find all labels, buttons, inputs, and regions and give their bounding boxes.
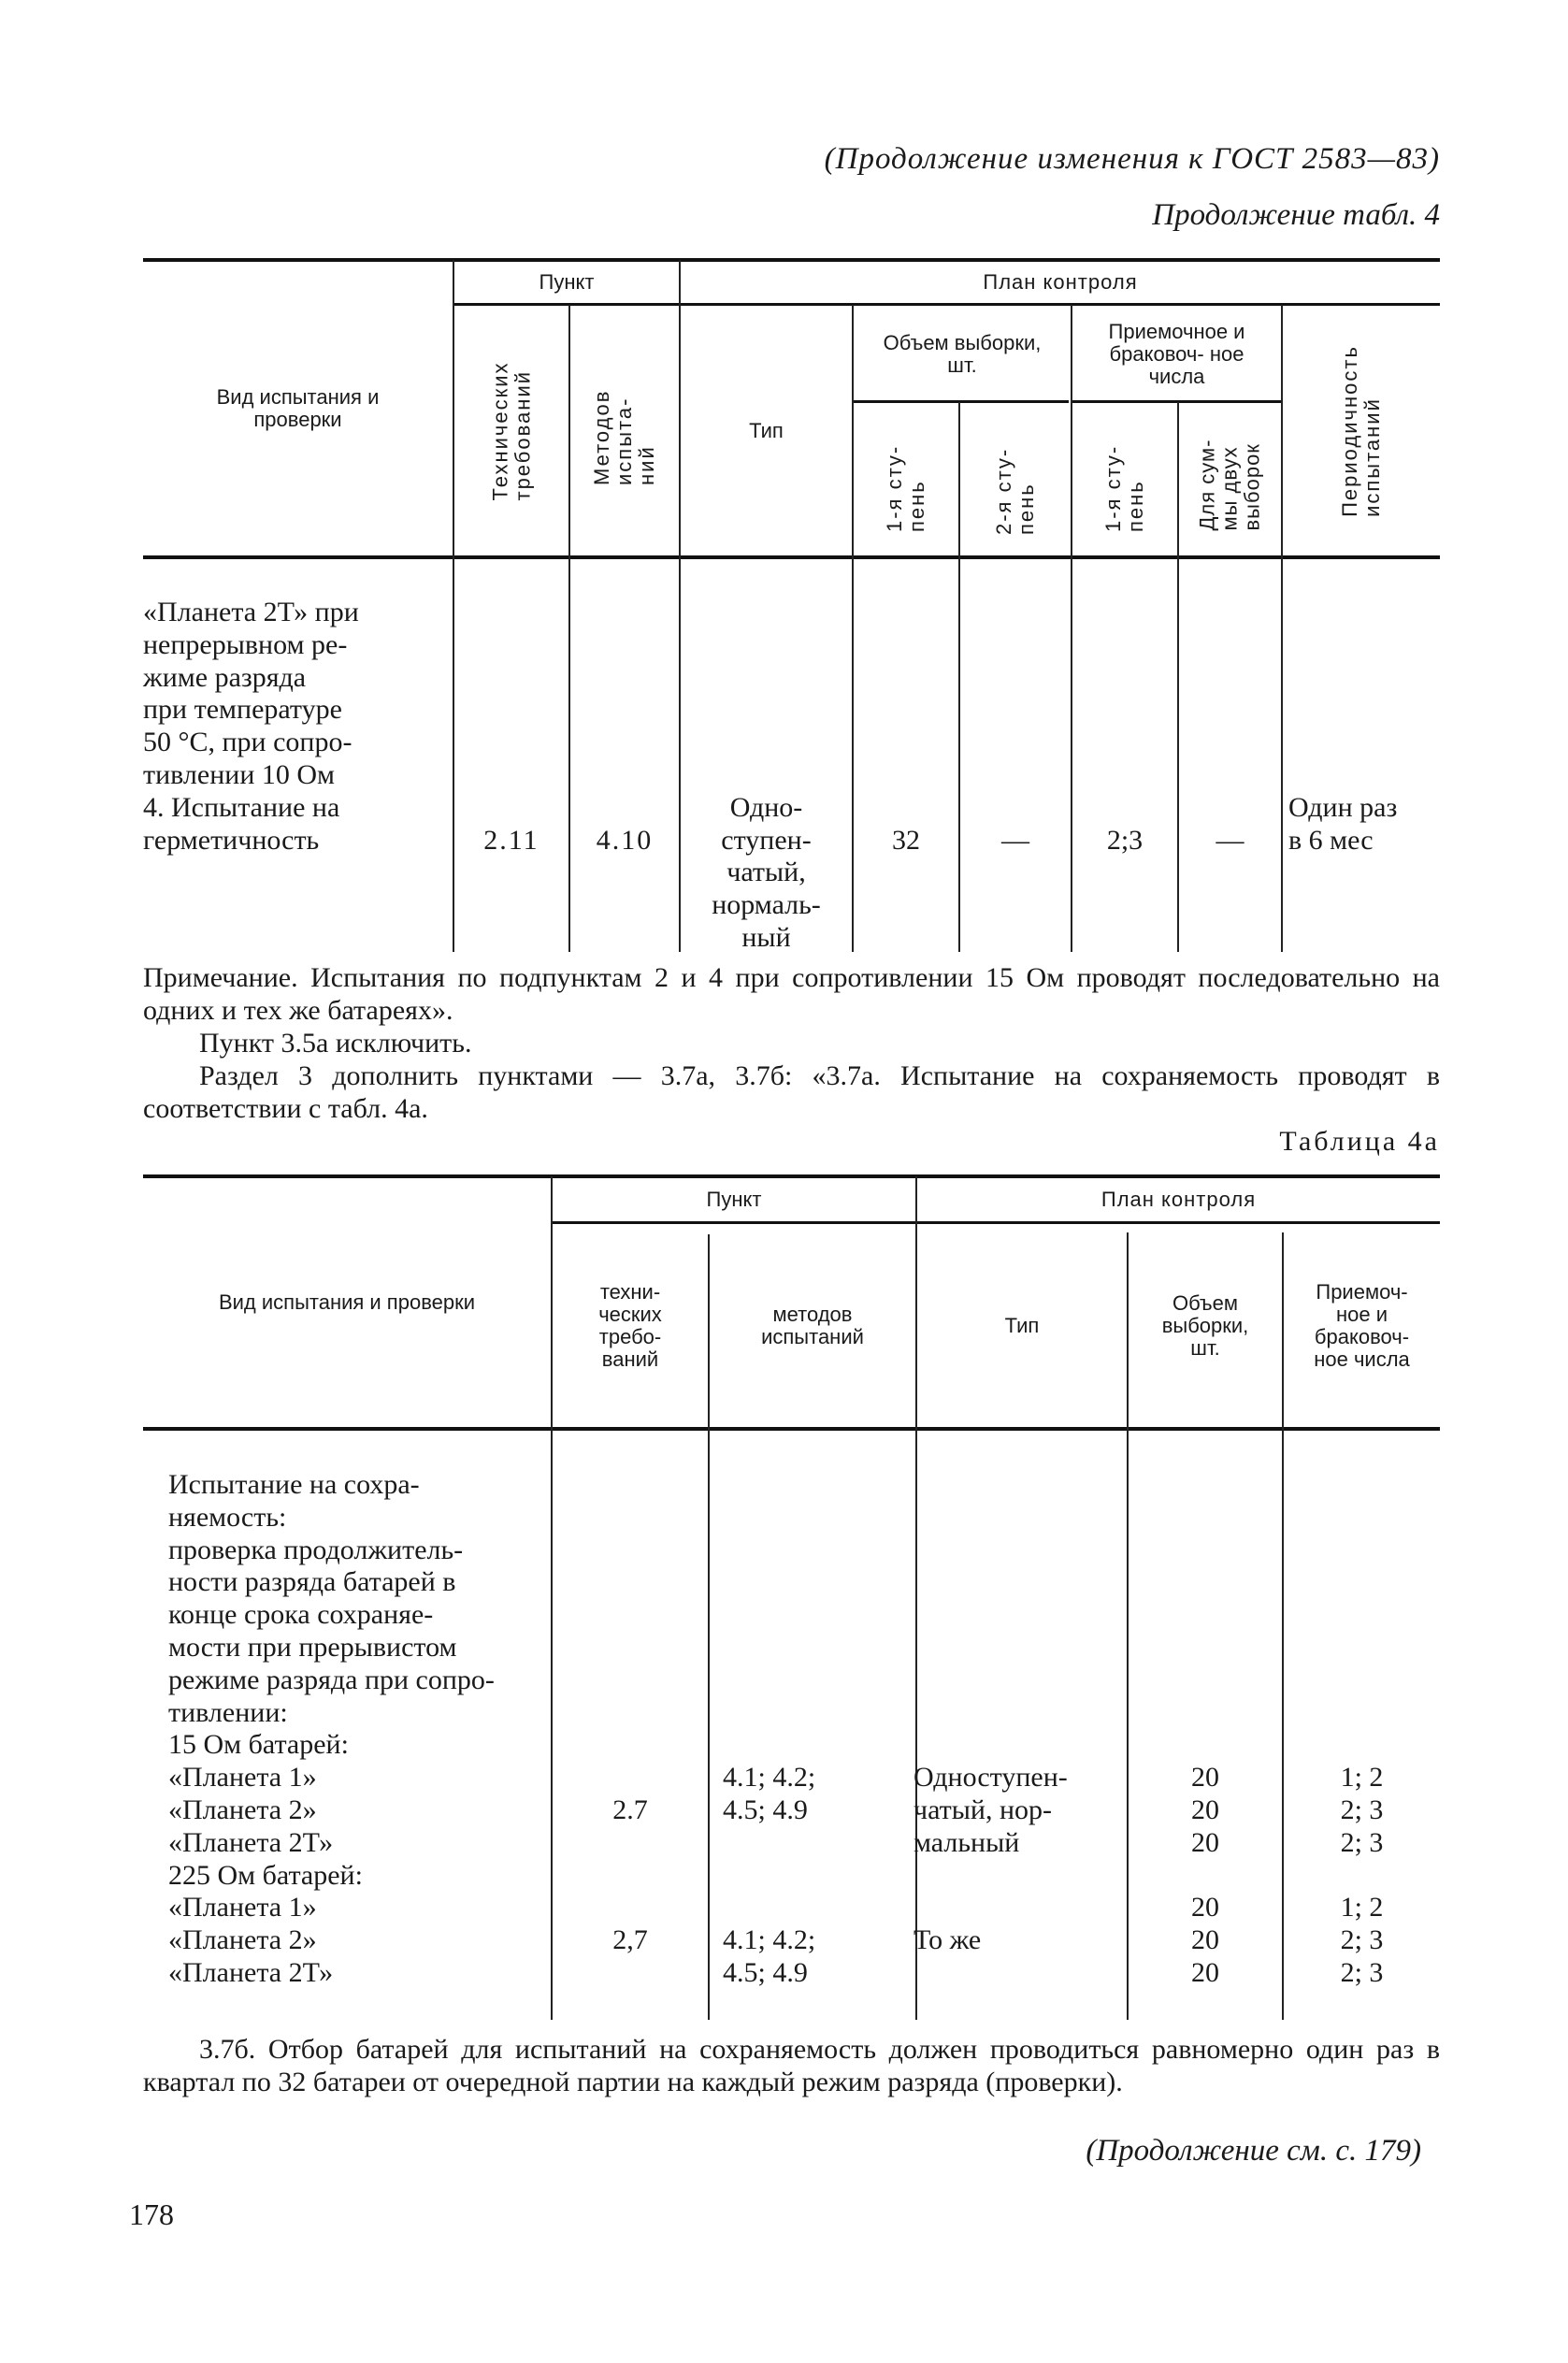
cell-line bbox=[913, 1599, 1123, 1632]
header-volume: Объем выборки, шт. bbox=[1161, 1291, 1249, 1360]
header-stage2: 2-я сту- пень bbox=[992, 447, 1038, 535]
cell-line: 1; 2 bbox=[1340, 1762, 1384, 1794]
cell-line: То же bbox=[913, 1924, 982, 1956]
cell-line: 2.7 bbox=[612, 1794, 648, 1825]
cell-line: 20 bbox=[1191, 1794, 1219, 1825]
cell-line bbox=[723, 1892, 910, 1924]
cell-line bbox=[454, 629, 568, 662]
header-accept: Приемочное и браковоч- ное числа bbox=[1108, 320, 1245, 388]
cell-stage1 bbox=[854, 597, 958, 857]
cell-line bbox=[1284, 1632, 1440, 1664]
cell-line: «Планета 2Т» при bbox=[143, 597, 359, 627]
cell-line: мальный bbox=[913, 1826, 1020, 1858]
header-plan: План контроля bbox=[983, 270, 1138, 294]
cell-period bbox=[1288, 597, 1440, 857]
cell-line bbox=[454, 662, 568, 695]
cell-line: тивлении 10 Ом bbox=[143, 758, 336, 790]
header-type: Тип bbox=[1004, 1314, 1040, 1337]
header-methods: методов испытаний bbox=[761, 1303, 864, 1348]
cell-line bbox=[1284, 1729, 1440, 1762]
cell-line bbox=[553, 1729, 708, 1762]
cell-line bbox=[570, 597, 679, 629]
cell-line bbox=[1284, 1535, 1440, 1567]
cell-line: «Планета 2Т» bbox=[168, 1826, 334, 1858]
cell-line bbox=[854, 629, 958, 662]
header-type: Тип bbox=[749, 419, 784, 442]
cell-line bbox=[1072, 727, 1177, 759]
cell-line: 2; 3 bbox=[1340, 1924, 1384, 1956]
header-stage1: 1-я сту- пень bbox=[883, 444, 928, 532]
cell-line bbox=[553, 1860, 708, 1893]
cell-line bbox=[913, 1566, 1123, 1599]
cell-tech bbox=[454, 597, 568, 857]
cell-type bbox=[913, 1469, 1123, 1990]
header-accept-sum: Для сум- мы двух выборок bbox=[1195, 439, 1264, 531]
cell-line: 20 bbox=[1191, 1826, 1219, 1858]
rule bbox=[453, 303, 679, 306]
cell-line bbox=[1179, 597, 1281, 629]
cell-line: в 6 мес bbox=[1288, 824, 1374, 856]
cell-line bbox=[1179, 792, 1281, 825]
cell-line bbox=[553, 1566, 708, 1599]
cell-line bbox=[1072, 629, 1177, 662]
cell-line: 1; 2 bbox=[1340, 1892, 1384, 1924]
running-header: (Продолжение изменения к ГОСТ 2583—83) bbox=[824, 142, 1440, 176]
cell-line bbox=[570, 629, 679, 662]
cell-line: чатый, нор- bbox=[913, 1794, 1052, 1825]
cell-line: нормаль- bbox=[712, 889, 821, 921]
cell-line bbox=[553, 1632, 708, 1664]
cell-line bbox=[1284, 1599, 1440, 1632]
cell-line bbox=[553, 1535, 708, 1567]
cell-line: непрерывном ре- bbox=[143, 628, 348, 660]
cell-line: — bbox=[1001, 824, 1029, 856]
cell-line bbox=[1179, 759, 1281, 792]
cell-line bbox=[913, 1957, 1123, 1990]
cell-line bbox=[913, 1729, 1123, 1762]
cell-line bbox=[960, 629, 1071, 662]
cell-line: 4.10 bbox=[596, 824, 654, 856]
cell-line: 50 °С, при сопро- bbox=[143, 727, 352, 758]
cell-line: при температуре bbox=[143, 694, 342, 726]
cell-line: 32 bbox=[892, 824, 920, 856]
cell-line bbox=[454, 759, 568, 792]
cell-line bbox=[553, 1502, 708, 1535]
cell-line bbox=[723, 1697, 910, 1730]
cell-line bbox=[1284, 1469, 1440, 1502]
cell-line bbox=[1288, 759, 1440, 792]
cell-line: Одно- bbox=[729, 791, 803, 823]
cell-accept1 bbox=[1072, 597, 1177, 857]
rule bbox=[551, 1221, 915, 1224]
cell-line bbox=[913, 1664, 1123, 1697]
cell-line: мости при прерывистом bbox=[168, 1631, 457, 1663]
cell-line bbox=[723, 1599, 910, 1632]
cell-line: 4.5; 4.9 bbox=[723, 1794, 808, 1825]
cell-vid bbox=[143, 597, 447, 857]
cell-line: ности разряда батарей в bbox=[168, 1566, 456, 1598]
cell-line bbox=[454, 694, 568, 727]
cell-accept bbox=[1284, 1469, 1440, 1990]
cell-line bbox=[1129, 1535, 1282, 1567]
cell-line: 2; 3 bbox=[1340, 1956, 1384, 1988]
cell-line: 4.1; 4.2; bbox=[723, 1762, 816, 1794]
cell-line bbox=[1284, 1860, 1440, 1893]
cell-accept-sum bbox=[1179, 597, 1281, 857]
cell-line: тивлении: bbox=[168, 1696, 288, 1728]
cell-type bbox=[681, 597, 852, 955]
cell-line bbox=[854, 727, 958, 759]
header-tech: техни- ческих требо- ваний bbox=[598, 1280, 662, 1371]
cell-line bbox=[553, 1762, 708, 1794]
cell-line bbox=[913, 1535, 1123, 1567]
cell-line: 20 bbox=[1191, 1762, 1219, 1794]
cell-line bbox=[723, 1632, 910, 1664]
cell-line bbox=[1072, 694, 1177, 727]
cell-line bbox=[1072, 597, 1177, 629]
cell-line: 2;3 bbox=[1106, 824, 1144, 856]
cell-line bbox=[1072, 759, 1177, 792]
cell-line bbox=[723, 1729, 910, 1762]
cell-line bbox=[1129, 1599, 1282, 1632]
cell-line bbox=[854, 759, 958, 792]
cell-line bbox=[854, 694, 958, 727]
cell-line: 4.5; 4.9 bbox=[723, 1956, 808, 1988]
cell-line: «Планета 1» bbox=[168, 1762, 317, 1794]
cell-line: ный bbox=[741, 921, 791, 953]
cell-tech bbox=[553, 1469, 708, 1990]
rule bbox=[681, 303, 1440, 306]
cell-line bbox=[854, 792, 958, 825]
cell-volume bbox=[1129, 1469, 1282, 1990]
cell-line bbox=[1179, 662, 1281, 695]
table-4a-title: Таблица 4а bbox=[1279, 1126, 1440, 1157]
rule bbox=[852, 400, 1069, 403]
cell-line: режиме разряда при сопро- bbox=[168, 1664, 495, 1695]
cell-line bbox=[913, 1632, 1123, 1664]
cell-line: «Планета 2» bbox=[168, 1794, 317, 1825]
header-methods: Методов испыта- ний bbox=[590, 389, 658, 485]
cell-line: герметичность bbox=[143, 824, 320, 856]
cell-line bbox=[681, 629, 852, 662]
cell-line: 2.11 bbox=[483, 824, 539, 856]
cell-line bbox=[553, 1469, 708, 1502]
cell-line bbox=[1129, 1664, 1282, 1697]
cell-line bbox=[553, 1697, 708, 1730]
cell-line bbox=[913, 1860, 1123, 1893]
cell-line bbox=[454, 792, 568, 825]
cell-line: 2; 3 bbox=[1340, 1794, 1384, 1825]
cell-line bbox=[681, 727, 852, 759]
cell-line: Испытание на сохра- bbox=[168, 1469, 420, 1500]
cell-line bbox=[1129, 1697, 1282, 1730]
table-continuation-label: Продолжение табл. 4 bbox=[1152, 198, 1440, 232]
cell-line: ступен- bbox=[721, 824, 812, 856]
header-punkt: Пункт bbox=[539, 270, 595, 294]
cell-line bbox=[553, 1827, 708, 1860]
header-punkt: Пункт bbox=[706, 1188, 762, 1211]
cell-line: 225 Ом батарей: bbox=[168, 1859, 363, 1891]
cell-line bbox=[960, 727, 1071, 759]
cell-line bbox=[1284, 1566, 1440, 1599]
header-vid: Вид испытания и проверки bbox=[218, 1290, 476, 1314]
cell-line bbox=[1129, 1729, 1282, 1762]
header-volume: Объем выборки, шт. bbox=[883, 331, 1042, 377]
cell-line bbox=[1179, 629, 1281, 662]
cell-line bbox=[454, 727, 568, 759]
cell-line bbox=[854, 597, 958, 629]
cell-line bbox=[913, 1697, 1123, 1730]
cell-line bbox=[553, 1892, 708, 1924]
cell-line bbox=[570, 792, 679, 825]
cell-line: «Планета 1» bbox=[168, 1892, 317, 1924]
header-accept: Приемоч- ное и браковоч- ное числа bbox=[1314, 1280, 1410, 1371]
cell-line bbox=[960, 792, 1071, 825]
cell-line: Один раз bbox=[1288, 791, 1398, 823]
cell-line: жиме разряда bbox=[143, 661, 307, 693]
header-period: Периодичность испытаний bbox=[1338, 345, 1384, 517]
cell-methods bbox=[570, 597, 679, 857]
cell-line: 4.1; 4.2; bbox=[723, 1924, 816, 1956]
cell-line bbox=[1284, 1697, 1440, 1730]
cell-line bbox=[723, 1860, 910, 1893]
cell-line bbox=[681, 662, 852, 695]
cell-line bbox=[723, 1535, 910, 1567]
note-paragraph: Примечание. Испытания по подпунктам 2 и 4 при сопротивлении 15 Ом проводят последовательно на одних и тех же батареях». bbox=[143, 962, 1440, 1026]
cell-line bbox=[960, 759, 1071, 792]
cell-line: 4. Испытание на bbox=[143, 791, 340, 823]
cell-line bbox=[1129, 1566, 1282, 1599]
cell-line bbox=[1129, 1469, 1282, 1502]
cell-line bbox=[570, 662, 679, 695]
cell-line: чатый, bbox=[726, 857, 806, 888]
cell-line bbox=[1288, 727, 1440, 759]
cell-line bbox=[960, 662, 1071, 695]
cell-line bbox=[913, 1892, 1123, 1924]
cell-line: «Планета 2Т» bbox=[168, 1956, 334, 1988]
cell-line bbox=[723, 1469, 910, 1502]
paragraph-section-3: Раздел 3 дополнить пунктами — 3.7а, 3.7б: «3.7а. Испытание на сохраняемость проводят в соответствии с табл. 4а. bbox=[143, 1060, 1440, 1124]
header-vid: Вид испытания и проверки bbox=[216, 385, 380, 431]
cell-line bbox=[723, 1566, 910, 1599]
cell-line bbox=[1284, 1502, 1440, 1535]
header-tech: Технических требований bbox=[488, 361, 535, 501]
cell-line bbox=[1129, 1632, 1282, 1664]
cell-line bbox=[681, 597, 852, 629]
cell-line bbox=[1284, 1664, 1440, 1697]
rule bbox=[917, 1221, 1440, 1224]
cell-line bbox=[570, 727, 679, 759]
cell-line bbox=[913, 1502, 1123, 1535]
cell-line bbox=[723, 1502, 910, 1535]
cell-line bbox=[553, 1599, 708, 1632]
cell-line: 20 bbox=[1191, 1924, 1219, 1956]
cell-line: 2,7 bbox=[612, 1924, 648, 1956]
cell-line bbox=[553, 1957, 708, 1990]
cell-vid bbox=[168, 1469, 542, 1990]
cell-line bbox=[1179, 727, 1281, 759]
cell-line bbox=[1072, 792, 1177, 825]
cell-line bbox=[723, 1827, 910, 1860]
cell-line bbox=[570, 759, 679, 792]
cell-line bbox=[454, 597, 568, 629]
cell-line: 20 bbox=[1191, 1892, 1219, 1924]
cell-line: проверка продолжитель- bbox=[168, 1534, 464, 1565]
cell-line: 2; 3 bbox=[1340, 1826, 1384, 1858]
cell-line bbox=[1288, 662, 1440, 695]
page-number: 178 bbox=[129, 2197, 174, 2231]
cell-line: Одноступен- bbox=[913, 1762, 1068, 1794]
cell-methods bbox=[723, 1469, 910, 1990]
cell-line bbox=[553, 1664, 708, 1697]
cell-line: «Планета 2» bbox=[168, 1924, 317, 1956]
cell-line: конце срока сохраняе- bbox=[168, 1599, 434, 1631]
paragraph-3-7b: 3.7б. Отбор батарей для испытаний на сохраняемость должен проводиться равномерно один раз в квартал по 32 батареи от очередной партии на каждый режим разряда (проверки). bbox=[143, 2034, 1440, 2097]
header-bottom-rule bbox=[143, 555, 1440, 559]
cell-line: няемость: bbox=[168, 1501, 287, 1533]
continued-on-label: (Продолжение см. с. 179) bbox=[1086, 2134, 1421, 2168]
cell-line bbox=[1129, 1502, 1282, 1535]
paragraph-3-5a: Пункт 3.5а исключить. bbox=[199, 1028, 472, 1059]
cell-line bbox=[913, 1469, 1123, 1502]
cell-line bbox=[960, 597, 1071, 629]
cell-line bbox=[1129, 1860, 1282, 1893]
cell-line bbox=[1179, 694, 1281, 727]
cell-line bbox=[1288, 629, 1440, 662]
cell-line: 20 bbox=[1191, 1956, 1219, 1988]
cell-line bbox=[960, 694, 1071, 727]
cell-line bbox=[1072, 662, 1177, 695]
cell-line bbox=[854, 662, 958, 695]
cell-line bbox=[723, 1664, 910, 1697]
cell-stage2 bbox=[960, 597, 1071, 857]
header-accept-stage1: 1-я сту- пень bbox=[1101, 444, 1147, 532]
cell-line bbox=[1288, 694, 1440, 727]
header-bottom-rule bbox=[143, 1427, 1440, 1431]
cell-line: 15 Ом батарей: bbox=[168, 1729, 349, 1761]
header-plan: План контроля bbox=[1100, 1188, 1257, 1211]
cell-line bbox=[570, 694, 679, 727]
cell-line: — bbox=[1216, 824, 1244, 856]
cell-line bbox=[681, 694, 852, 727]
cell-line bbox=[681, 759, 852, 792]
cell-line bbox=[1288, 597, 1440, 629]
